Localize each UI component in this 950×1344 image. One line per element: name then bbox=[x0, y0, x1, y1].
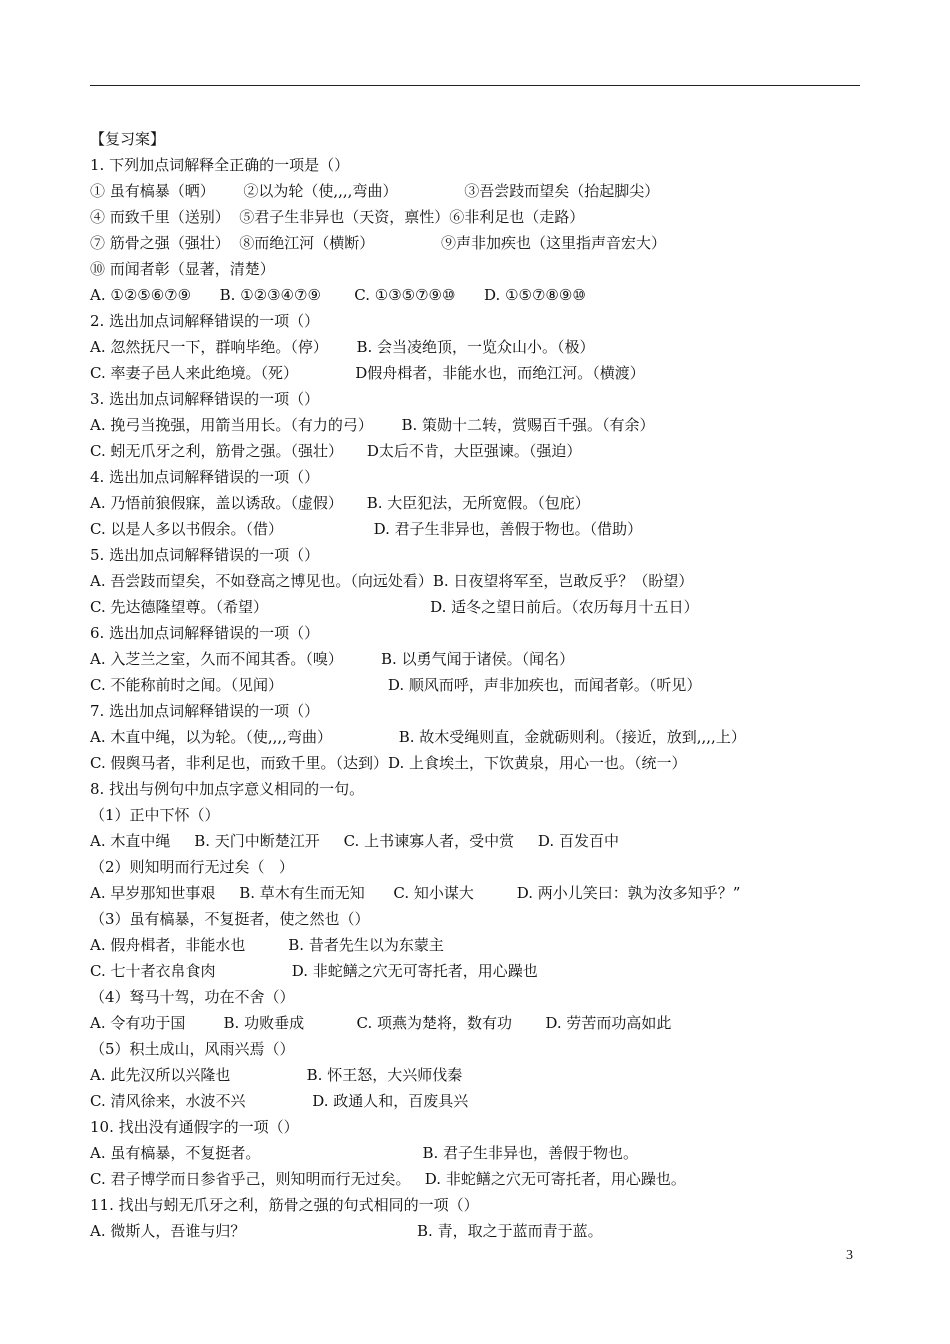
question-4-stem: 4. 选出加点词解释错误的一项（） bbox=[90, 468, 320, 486]
question-1-items-row-2: ④ 而致千里（送别） ⑤君子生非异也（天资，禀性）⑥非利足也（走路） bbox=[90, 208, 585, 226]
question-8-1-stem: （1）正中下怀（） bbox=[90, 806, 220, 824]
question-1-items-row-3: ⑦ 筋骨之强（强壮） ⑧而绝江河（横断） ⑨声非加疾也（这里指声音宏大） bbox=[90, 234, 667, 252]
question-3-options-ab: A. 挽弓当挽强，用箭当用长。（有力的弓） B. 策勋十二转，赏赐百千强。（有余） bbox=[90, 416, 655, 434]
question-5-stem: 5. 选出加点词解释错误的一项（） bbox=[90, 546, 320, 564]
question-5-options-ab: A. 吾尝跂而望矣，不如登高之博见也。（向远处看）B. 日夜望将军至，岂敢反乎？（盼望） bbox=[90, 572, 694, 590]
question-8-5-stem: （5）积土成山，风雨兴焉（） bbox=[90, 1040, 295, 1058]
question-5-options-cd: C. 先达德隆望尊。（希望） D. 适冬之望日前后。（农历每月十五日） bbox=[90, 598, 699, 616]
question-8-3-options-cd: C. 七十者衣帛食肉 D. 非蛇鳝之穴无可寄托者，用心躁也 bbox=[90, 962, 538, 980]
question-8-stem: 8. 找出与例句中加点字意义相同的一句。 bbox=[90, 780, 365, 798]
question-8-1-options: A. 木直中绳 B. 天门中断楚江开 C. 上书谏寡人者，受中赏 D. 百发百中 bbox=[90, 832, 619, 850]
question-8-3-stem: （3）虽有槁暴，不复挺者，使之然也（） bbox=[90, 910, 370, 928]
question-10-options-cd: C. 君子博学而日参省乎己，则知明而行无过矣。 D. 非蛇鳝之穴无可寄托者，用心躁也。 bbox=[90, 1170, 686, 1188]
question-7-stem: 7. 选出加点词解释错误的一项（） bbox=[90, 702, 320, 720]
question-8-2-options: A. 早岁那知世事艰 B. 草木有生而无知 C. 知小谋大 D. 两小儿笑曰：孰为汝多知乎？” bbox=[90, 884, 741, 902]
question-4-options-ab: A. 乃悟前狼假寐，盖以诱敌。（虚假） B. 大臣犯法，无所宽假。（包庇） bbox=[90, 494, 590, 512]
section-heading: 【复习案】 bbox=[90, 130, 166, 148]
question-10-options-ab: A. 虽有槁暴，不复挺者。 B. 君子生非异也，善假于物也。 bbox=[90, 1144, 639, 1162]
question-1-options: A. ①②⑤⑥⑦⑨ B. ①②③④⑦⑨ C. ①③⑤⑦⑨⑩ D. ①⑤⑦⑧⑨⑩ bbox=[90, 286, 586, 304]
question-8-3-options-ab: A. 假舟楫者，非能水也 B. 昔者先生以为东蒙主 bbox=[90, 936, 444, 954]
question-1-stem: 1. 下列加点词解释全正确的一项是（） bbox=[90, 156, 350, 174]
header-rule bbox=[90, 85, 860, 86]
question-6-options-cd: C. 不能称前时之闻。（见闻） D. 顺风而呼，声非加疾也，而闻者彰。（听见） bbox=[90, 676, 702, 694]
question-4-options-cd: C. 以是人多以书假余。（借） D. 君子生非异也，善假于物也。（借助） bbox=[90, 520, 643, 538]
question-3-options-cd: C. 蚓无爪牙之利，筋骨之强。（强壮） D太后不肯，大臣强谏。（强迫） bbox=[90, 442, 582, 460]
question-8-5-options-cd: C. 清风徐来，水波不兴 D. 政通人和，百废具兴 bbox=[90, 1092, 469, 1110]
question-11-stem: 11. 找出与蚓无爪牙之利，筋骨之强的句式相同的一项（） bbox=[90, 1196, 479, 1214]
question-6-options-ab: A. 入芝兰之室，久而不闻其香。（嗅） B. 以勇气闻于诸侯。（闻名） bbox=[90, 650, 575, 668]
question-6-stem: 6. 选出加点词解释错误的一项（） bbox=[90, 624, 320, 642]
question-11-options-ab: A. 微斯人，吾谁与归？ B. 青，取之于蓝而青于蓝。 bbox=[90, 1222, 603, 1240]
question-10-stem: 10. 找出没有通假字的一项（） bbox=[90, 1118, 299, 1136]
question-8-2-stem: （2）则知明而行无过矣（ ） bbox=[90, 858, 294, 876]
question-8-5-options-ab: A. 此先汉所以兴隆也 B. 怀王怒，大兴师伐秦 bbox=[90, 1066, 463, 1084]
question-1-items-row-4: ⑩ 而闻者彰（显著，清楚） bbox=[90, 260, 275, 278]
question-2-options-cd: C. 率妻子邑人来此绝境。（死） D假舟楫者，非能水也，而绝江河。（横渡） bbox=[90, 364, 645, 382]
question-1-items-row-1: ① 虽有槁暴（晒） ②以为轮（使,,,,弯曲） ③吾尝跂而望矣（抬起脚尖） bbox=[90, 182, 660, 200]
question-2-stem: 2. 选出加点词解释错误的一项（） bbox=[90, 312, 320, 330]
page-number: 3 bbox=[846, 1248, 853, 1263]
document-body bbox=[90, 126, 870, 1244]
question-7-options-cd: C. 假舆马者，非利足也，而致千里。（达到）D. 上食埃土，下饮黄泉，用心一也。（统一） bbox=[90, 754, 687, 772]
question-8-4-options: A. 令有功于国 B. 功败垂成 C. 项燕为楚将，数有功 D. 劳苦而功高如此 bbox=[90, 1014, 672, 1032]
question-7-options-ab: A. 木直中绳，以为轮。（使,,,,弯曲） B. 故木受绳则直，金就砺则利。（接近，放到,,,,上） bbox=[90, 728, 746, 746]
question-8-4-stem: （4）驽马十驾，功在不舍（） bbox=[90, 988, 295, 1006]
question-3-stem: 3. 选出加点词解释错误的一项（） bbox=[90, 390, 320, 408]
question-2-options-ab: A. 忽然抚尺一下，群响毕绝。（停） B. 会当凌绝顶，一览众山小。（极） bbox=[90, 338, 595, 356]
